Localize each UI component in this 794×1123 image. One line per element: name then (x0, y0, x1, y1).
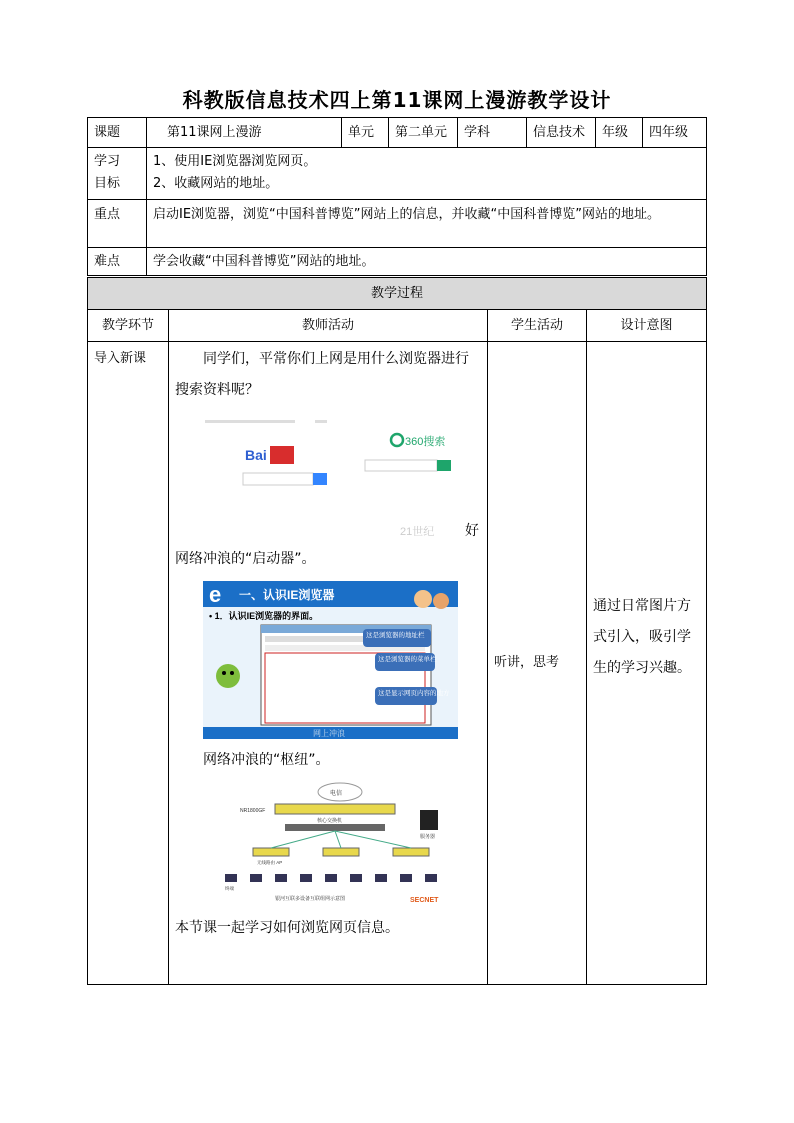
search-engines-image (175, 410, 481, 540)
student-cell: 听讲，思考 (488, 342, 587, 985)
network-switch-label: 核心交换机 (317, 818, 343, 824)
teacher-paragraph-2: 网络冲浪的“启动器”。 (175, 551, 316, 567)
teacher-cell (169, 342, 488, 985)
difficulty-label: 难点 (88, 248, 147, 276)
difficulty-value: 学会收藏“中国科普博览”网站的地址。 (147, 248, 707, 276)
grade-value: 四年级 (643, 118, 707, 148)
network-terminal-label: 终端 (225, 886, 234, 891)
network-top-label: NR1800GF (240, 808, 266, 814)
goal-item-2: 2、收藏网站的地址。 (153, 176, 279, 191)
teacher-paragraph-3: 网络冲浪的“枢纽”。 (203, 752, 330, 768)
subject-value: 信息技术 (527, 118, 596, 148)
ie-callout-3: 这是显示网页内容的地方 (378, 690, 450, 697)
unit-value: 第二单元 (389, 118, 458, 148)
baidu-logo: Bai (245, 447, 267, 463)
network-caption: 银河互联多设备互联组网示意图 (275, 896, 346, 902)
ie-slide-image (203, 581, 458, 739)
grade-label: 年级 (596, 118, 643, 148)
ie-callout-2: 这是浏览器的菜单栏 (378, 656, 437, 663)
goals-label-1: 学习 (94, 154, 121, 169)
subject-label: 学科 (458, 118, 527, 148)
network-diagram-graphic (215, 782, 460, 907)
teacher-paragraph-2-tail: 好 (465, 523, 479, 539)
teacher-paragraph-4: 本节课一起学习如何浏览网页信息。 (175, 920, 399, 936)
ie-slide-graphic (203, 581, 458, 739)
ie-slide-heading: 一、认识IE浏览器 (239, 588, 335, 602)
stage-cell: 导入新课 (88, 342, 169, 985)
process-table (87, 277, 707, 985)
network-server-label: 服务器 (420, 834, 436, 840)
unit-label: 单元 (342, 118, 389, 148)
col-student: 学生活动 (488, 310, 587, 342)
watermark: 21世纪 (400, 526, 435, 538)
teacher-paragraph-1: 同学们，平常你们上网是用什么浏览器进行搜索资料呢？ (175, 351, 469, 398)
col-stage: 教学环节 (88, 310, 169, 342)
ie-logo-icon: e (209, 582, 222, 607)
intent-cell: 通过日常图片方式引入，吸引学生的学习兴趣。 (587, 342, 707, 985)
info-table (87, 117, 707, 276)
goals-label-2: 目标 (94, 176, 121, 191)
ie-slide-footer: 网上冲浪 (313, 729, 345, 738)
topic-value: 第11课网上漫游 (147, 118, 342, 148)
key-value: 启动IE浏览器，浏览“中国科普博览”网站上的信息，并收藏“中国科普博览”网站的地址。 (147, 200, 707, 248)
network-brand-logo: SECNET (410, 897, 439, 904)
col-teacher: 教师活动 (169, 310, 488, 342)
goal-item-1: 1、使用IE浏览器浏览网页。 (153, 154, 317, 169)
search-engines-graphic (175, 410, 475, 540)
ie-slide-sub: • 1．认识IE浏览器的界面。 (209, 611, 319, 621)
key-label: 重点 (88, 200, 147, 248)
page-title: 科教版信息技术四上第11课网上漫游教学设计 (182, 88, 612, 112)
col-intent: 设计意图 (587, 310, 707, 342)
360-logo: 360搜索 (405, 436, 446, 448)
network-cloud-label: 电信 (330, 791, 343, 797)
topic-label: 课题 (88, 118, 147, 148)
network-router-label: 无线路由 AP (257, 860, 283, 865)
network-diagram-image (215, 782, 460, 907)
process-header: 教学过程 (88, 278, 707, 310)
ie-callout-1: 这是浏览器的地址栏 (366, 632, 425, 639)
